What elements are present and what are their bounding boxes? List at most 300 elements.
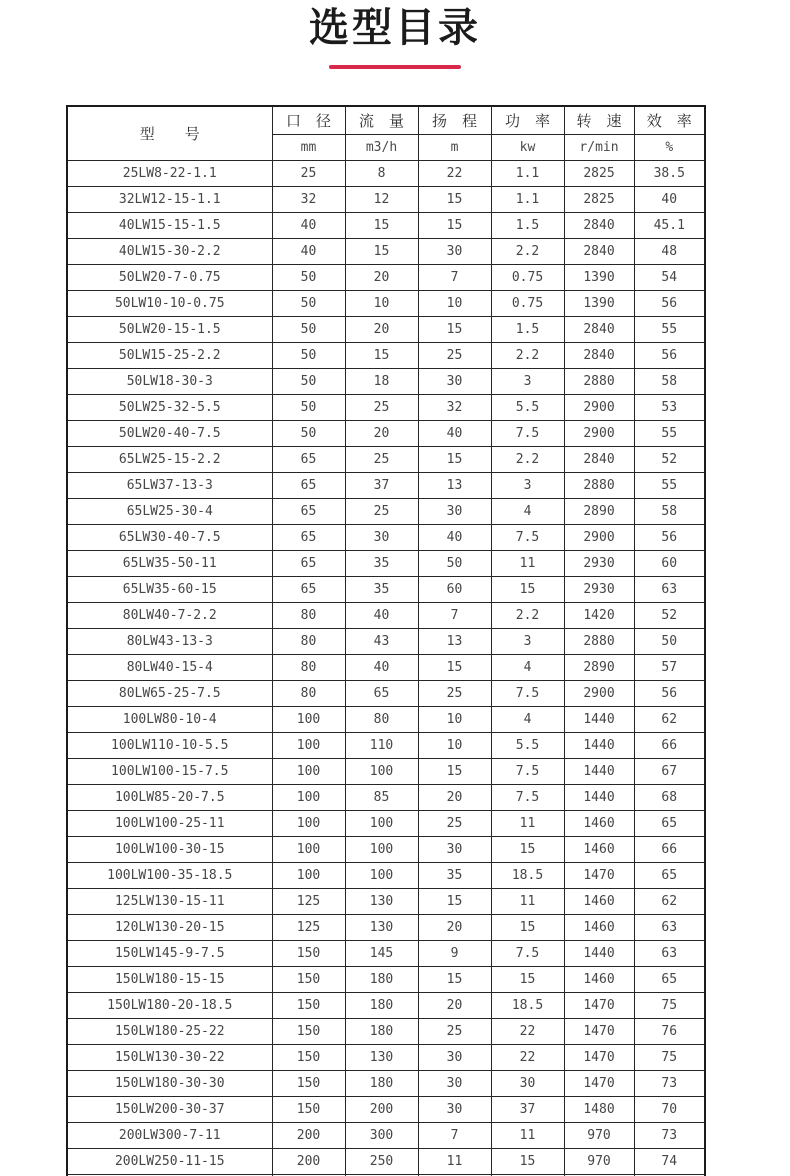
value-cell: 70 xyxy=(634,1097,705,1123)
model-cell: 200LW300-7-11 xyxy=(67,1123,272,1149)
value-cell: 56 xyxy=(634,291,705,317)
value-cell: 145 xyxy=(345,941,418,967)
value-cell: 10 xyxy=(418,291,491,317)
table-body xyxy=(67,161,705,1176)
value-cell: 20 xyxy=(418,993,491,1019)
value-cell: 65 xyxy=(634,967,705,993)
header-label-row xyxy=(67,106,705,135)
value-cell: 1460 xyxy=(564,837,634,863)
value-cell: 65 xyxy=(634,863,705,889)
value-cell: 150 xyxy=(272,1097,345,1123)
value-cell: 7.5 xyxy=(491,941,564,967)
value-cell: 100 xyxy=(345,837,418,863)
table-row xyxy=(67,499,705,525)
table-row xyxy=(67,1097,705,1123)
value-cell: 1.5 xyxy=(491,317,564,343)
table-row xyxy=(67,213,705,239)
model-cell: 125LW130-15-11 xyxy=(67,889,272,915)
value-cell: 10 xyxy=(418,733,491,759)
table-row xyxy=(67,1045,705,1071)
value-cell: 25 xyxy=(345,499,418,525)
value-cell: 2840 xyxy=(564,239,634,265)
value-cell: 75 xyxy=(634,1045,705,1071)
value-cell: 56 xyxy=(634,681,705,707)
value-cell: 200 xyxy=(272,1123,345,1149)
value-cell: 50 xyxy=(272,343,345,369)
value-cell: 57 xyxy=(634,655,705,681)
value-cell: 85 xyxy=(345,785,418,811)
value-cell: 10 xyxy=(345,291,418,317)
value-cell: 180 xyxy=(345,1019,418,1045)
model-cell: 65LW25-30-4 xyxy=(67,499,272,525)
value-cell: 150 xyxy=(272,1045,345,1071)
model-cell: 50LW25-32-5.5 xyxy=(67,395,272,421)
value-cell: 52 xyxy=(634,447,705,473)
value-cell: 130 xyxy=(345,889,418,915)
value-cell: 0.75 xyxy=(491,265,564,291)
value-cell: 80 xyxy=(272,655,345,681)
value-cell: 2900 xyxy=(564,395,634,421)
value-cell: 1440 xyxy=(564,707,634,733)
value-cell: 1390 xyxy=(564,291,634,317)
value-cell: 30 xyxy=(491,1071,564,1097)
value-cell: 15 xyxy=(491,837,564,863)
page-title: 选型目录 xyxy=(309,6,481,50)
table-row xyxy=(67,707,705,733)
value-cell: 130 xyxy=(345,915,418,941)
value-cell: 1.5 xyxy=(491,213,564,239)
model-cell: 32LW12-15-1.1 xyxy=(67,187,272,213)
value-cell: 15 xyxy=(418,967,491,993)
value-cell: 15 xyxy=(418,447,491,473)
table-row xyxy=(67,369,705,395)
value-cell: 80 xyxy=(345,707,418,733)
value-cell: 43 xyxy=(345,629,418,655)
value-cell: 13 xyxy=(418,629,491,655)
value-cell: 50 xyxy=(272,369,345,395)
model-cell: 100LW100-30-15 xyxy=(67,837,272,863)
model-cell: 65LW25-15-2.2 xyxy=(67,447,272,473)
value-cell: 65 xyxy=(272,551,345,577)
table-row xyxy=(67,629,705,655)
model-cell: 50LW15-25-2.2 xyxy=(67,343,272,369)
value-cell: 1460 xyxy=(564,967,634,993)
table-row xyxy=(67,161,705,187)
value-cell: 11 xyxy=(491,811,564,837)
value-cell: 11 xyxy=(491,551,564,577)
value-cell: 50 xyxy=(634,629,705,655)
model-cell: 80LW43-13-3 xyxy=(67,629,272,655)
value-cell: 20 xyxy=(418,785,491,811)
table-row xyxy=(67,291,705,317)
value-cell: 180 xyxy=(345,1071,418,1097)
value-cell: 40 xyxy=(418,421,491,447)
value-cell: 2900 xyxy=(564,525,634,551)
value-cell: 62 xyxy=(634,889,705,915)
model-cell: 150LW180-15-15 xyxy=(67,967,272,993)
model-cell: 40LW15-15-1.5 xyxy=(67,213,272,239)
table-row xyxy=(67,577,705,603)
value-cell: 1460 xyxy=(564,915,634,941)
value-cell: 11 xyxy=(491,889,564,915)
catalog-page xyxy=(0,6,790,1176)
value-cell: 2840 xyxy=(564,447,634,473)
value-cell: 40 xyxy=(272,213,345,239)
value-cell: 7 xyxy=(418,1123,491,1149)
value-cell: 11 xyxy=(491,1123,564,1149)
model-cell: 80LW40-7-2.2 xyxy=(67,603,272,629)
col-header-power: 功 率 xyxy=(491,106,564,135)
model-cell: 65LW37-13-3 xyxy=(67,473,272,499)
value-cell: 20 xyxy=(418,915,491,941)
unit-power: kw xyxy=(491,135,564,161)
value-cell: 150 xyxy=(272,993,345,1019)
value-cell: 150 xyxy=(272,967,345,993)
value-cell: 4 xyxy=(491,655,564,681)
col-header-diameter: 口 径 xyxy=(272,106,345,135)
value-cell: 40 xyxy=(345,655,418,681)
value-cell: 3 xyxy=(491,629,564,655)
value-cell: 125 xyxy=(272,915,345,941)
value-cell: 40 xyxy=(272,239,345,265)
table-row xyxy=(67,395,705,421)
table-row xyxy=(67,1071,705,1097)
value-cell: 15 xyxy=(345,343,418,369)
value-cell: 13 xyxy=(418,473,491,499)
value-cell: 100 xyxy=(272,785,345,811)
model-cell: 65LW35-60-15 xyxy=(67,577,272,603)
value-cell: 15 xyxy=(418,317,491,343)
value-cell: 100 xyxy=(345,759,418,785)
value-cell: 18 xyxy=(345,369,418,395)
unit-diameter: mm xyxy=(272,135,345,161)
value-cell: 5.5 xyxy=(491,733,564,759)
value-cell: 30 xyxy=(418,239,491,265)
value-cell: 30 xyxy=(345,525,418,551)
model-cell: 150LW200-30-37 xyxy=(67,1097,272,1123)
value-cell: 30 xyxy=(418,837,491,863)
model-cell: 150LW145-9-7.5 xyxy=(67,941,272,967)
value-cell: 7 xyxy=(418,265,491,291)
table-row xyxy=(67,811,705,837)
value-cell: 65 xyxy=(272,473,345,499)
value-cell: 7.5 xyxy=(491,681,564,707)
value-cell: 2825 xyxy=(564,187,634,213)
model-cell: 150LW180-20-18.5 xyxy=(67,993,272,1019)
table-row xyxy=(67,785,705,811)
table-row xyxy=(67,473,705,499)
value-cell: 15 xyxy=(345,239,418,265)
value-cell: 15 xyxy=(418,759,491,785)
col-header-head: 扬 程 xyxy=(418,106,491,135)
value-cell: 65 xyxy=(345,681,418,707)
value-cell: 1470 xyxy=(564,1071,634,1097)
value-cell: 30 xyxy=(418,499,491,525)
value-cell: 1460 xyxy=(564,811,634,837)
model-cell: 200LW250-11-15 xyxy=(67,1149,272,1175)
value-cell: 65 xyxy=(272,499,345,525)
value-cell: 32 xyxy=(272,187,345,213)
value-cell: 50 xyxy=(272,395,345,421)
model-cell: 50LW20-40-7.5 xyxy=(67,421,272,447)
value-cell: 2900 xyxy=(564,421,634,447)
value-cell: 50 xyxy=(272,317,345,343)
value-cell: 38.5 xyxy=(634,161,705,187)
value-cell: 35 xyxy=(418,863,491,889)
table-row xyxy=(67,187,705,213)
selection-table xyxy=(66,105,706,1176)
value-cell: 1440 xyxy=(564,785,634,811)
value-cell: 7.5 xyxy=(491,785,564,811)
table-row xyxy=(67,525,705,551)
value-cell: 1390 xyxy=(564,265,634,291)
model-cell: 50LW20-7-0.75 xyxy=(67,265,272,291)
value-cell: 4 xyxy=(491,707,564,733)
value-cell: 1.1 xyxy=(491,187,564,213)
value-cell: 1480 xyxy=(564,1097,634,1123)
model-cell: 80LW40-15-4 xyxy=(67,655,272,681)
value-cell: 5.5 xyxy=(491,395,564,421)
value-cell: 55 xyxy=(634,473,705,499)
value-cell: 130 xyxy=(345,1045,418,1071)
table-row xyxy=(67,551,705,577)
value-cell: 2880 xyxy=(564,369,634,395)
value-cell: 970 xyxy=(564,1149,634,1175)
value-cell: 1440 xyxy=(564,733,634,759)
value-cell: 125 xyxy=(272,889,345,915)
value-cell: 40 xyxy=(634,187,705,213)
value-cell: 25 xyxy=(418,811,491,837)
value-cell: 56 xyxy=(634,525,705,551)
value-cell: 2890 xyxy=(564,499,634,525)
value-cell: 100 xyxy=(345,863,418,889)
value-cell: 18.5 xyxy=(491,993,564,1019)
value-cell: 7.5 xyxy=(491,525,564,551)
value-cell: 9 xyxy=(418,941,491,967)
value-cell: 180 xyxy=(345,993,418,1019)
table-row xyxy=(67,239,705,265)
value-cell: 60 xyxy=(418,577,491,603)
table-row xyxy=(67,863,705,889)
value-cell: 25 xyxy=(345,395,418,421)
col-header-efficiency: 效 率 xyxy=(634,106,705,135)
value-cell: 100 xyxy=(272,733,345,759)
col-header-flow: 流 量 xyxy=(345,106,418,135)
value-cell: 68 xyxy=(634,785,705,811)
model-cell: 150LW180-25-22 xyxy=(67,1019,272,1045)
value-cell: 12 xyxy=(345,187,418,213)
value-cell: 50 xyxy=(272,265,345,291)
value-cell: 150 xyxy=(272,1019,345,1045)
value-cell: 65 xyxy=(634,811,705,837)
value-cell: 58 xyxy=(634,499,705,525)
value-cell: 4 xyxy=(491,499,564,525)
value-cell: 1460 xyxy=(564,889,634,915)
value-cell: 62 xyxy=(634,707,705,733)
value-cell: 15 xyxy=(491,577,564,603)
value-cell: 2.2 xyxy=(491,603,564,629)
unit-head: m xyxy=(418,135,491,161)
value-cell: 10 xyxy=(418,707,491,733)
model-cell: 80LW65-25-7.5 xyxy=(67,681,272,707)
value-cell: 25 xyxy=(418,343,491,369)
value-cell: 970 xyxy=(564,1123,634,1149)
value-cell: 2840 xyxy=(564,317,634,343)
value-cell: 180 xyxy=(345,967,418,993)
value-cell: 56 xyxy=(634,343,705,369)
table-row xyxy=(67,733,705,759)
table-row xyxy=(67,265,705,291)
model-cell: 100LW85-20-7.5 xyxy=(67,785,272,811)
model-cell: 150LW180-30-30 xyxy=(67,1071,272,1097)
col-header-speed: 转 速 xyxy=(564,106,634,135)
value-cell: 63 xyxy=(634,915,705,941)
value-cell: 1470 xyxy=(564,1019,634,1045)
unit-speed: r/min xyxy=(564,135,634,161)
value-cell: 0.75 xyxy=(491,291,564,317)
value-cell: 100 xyxy=(345,811,418,837)
value-cell: 2900 xyxy=(564,681,634,707)
value-cell: 1470 xyxy=(564,993,634,1019)
value-cell: 7.5 xyxy=(491,759,564,785)
value-cell: 2840 xyxy=(564,213,634,239)
value-cell: 2930 xyxy=(564,551,634,577)
model-cell: 65LW30-40-7.5 xyxy=(67,525,272,551)
value-cell: 74 xyxy=(634,1149,705,1175)
value-cell: 22 xyxy=(491,1019,564,1045)
unit-efficiency: % xyxy=(634,135,705,161)
value-cell: 22 xyxy=(491,1045,564,1071)
value-cell: 73 xyxy=(634,1071,705,1097)
value-cell: 63 xyxy=(634,941,705,967)
value-cell: 1440 xyxy=(564,941,634,967)
value-cell: 63 xyxy=(634,577,705,603)
value-cell: 100 xyxy=(272,759,345,785)
value-cell: 15 xyxy=(491,1149,564,1175)
value-cell: 7.5 xyxy=(491,421,564,447)
value-cell: 25 xyxy=(418,681,491,707)
model-cell: 150LW130-30-22 xyxy=(67,1045,272,1071)
value-cell: 37 xyxy=(345,473,418,499)
value-cell: 32 xyxy=(418,395,491,421)
value-cell: 3 xyxy=(491,369,564,395)
value-cell: 3 xyxy=(491,473,564,499)
table-row xyxy=(67,941,705,967)
value-cell: 55 xyxy=(634,421,705,447)
value-cell: 35 xyxy=(345,551,418,577)
table-header xyxy=(67,106,705,161)
value-cell: 2.2 xyxy=(491,343,564,369)
value-cell: 48 xyxy=(634,239,705,265)
table-row xyxy=(67,421,705,447)
value-cell: 100 xyxy=(272,837,345,863)
value-cell: 52 xyxy=(634,603,705,629)
value-cell: 45.1 xyxy=(634,213,705,239)
table-row xyxy=(67,1149,705,1175)
value-cell: 100 xyxy=(272,811,345,837)
model-cell: 40LW15-30-2.2 xyxy=(67,239,272,265)
value-cell: 11 xyxy=(418,1149,491,1175)
value-cell: 80 xyxy=(272,629,345,655)
value-cell: 20 xyxy=(345,317,418,343)
value-cell: 2880 xyxy=(564,629,634,655)
model-cell: 50LW10-10-0.75 xyxy=(67,291,272,317)
value-cell: 15 xyxy=(418,187,491,213)
value-cell: 30 xyxy=(418,1097,491,1123)
value-cell: 1420 xyxy=(564,603,634,629)
model-cell: 100LW110-10-5.5 xyxy=(67,733,272,759)
table-row xyxy=(67,993,705,1019)
value-cell: 1440 xyxy=(564,759,634,785)
value-cell: 15 xyxy=(418,655,491,681)
value-cell: 67 xyxy=(634,759,705,785)
title-accent-line xyxy=(329,65,461,69)
value-cell: 73 xyxy=(634,1123,705,1149)
value-cell: 250 xyxy=(345,1149,418,1175)
value-cell: 2.2 xyxy=(491,447,564,473)
model-cell: 65LW35-50-11 xyxy=(67,551,272,577)
model-cell: 120LW130-20-15 xyxy=(67,915,272,941)
value-cell: 80 xyxy=(272,603,345,629)
value-cell: 2880 xyxy=(564,473,634,499)
value-cell: 37 xyxy=(491,1097,564,1123)
value-cell: 50 xyxy=(272,291,345,317)
value-cell: 25 xyxy=(345,447,418,473)
value-cell: 110 xyxy=(345,733,418,759)
value-cell: 1.1 xyxy=(491,161,564,187)
value-cell: 25 xyxy=(418,1019,491,1045)
model-cell: 50LW20-15-1.5 xyxy=(67,317,272,343)
table-row xyxy=(67,837,705,863)
value-cell: 30 xyxy=(418,1045,491,1071)
value-cell: 15 xyxy=(345,213,418,239)
table-row xyxy=(67,1123,705,1149)
value-cell: 15 xyxy=(491,915,564,941)
value-cell: 30 xyxy=(418,1071,491,1097)
model-cell: 100LW100-25-11 xyxy=(67,811,272,837)
value-cell: 25 xyxy=(272,161,345,187)
value-cell: 1470 xyxy=(564,1045,634,1071)
value-cell: 40 xyxy=(418,525,491,551)
value-cell: 66 xyxy=(634,733,705,759)
value-cell: 18.5 xyxy=(491,863,564,889)
value-cell: 2890 xyxy=(564,655,634,681)
value-cell: 150 xyxy=(272,1071,345,1097)
value-cell: 35 xyxy=(345,577,418,603)
table-row xyxy=(67,343,705,369)
value-cell: 200 xyxy=(345,1097,418,1123)
value-cell: 15 xyxy=(418,889,491,915)
value-cell: 7 xyxy=(418,603,491,629)
value-cell: 65 xyxy=(272,577,345,603)
value-cell: 150 xyxy=(272,941,345,967)
value-cell: 2840 xyxy=(564,343,634,369)
unit-flow: m3/h xyxy=(345,135,418,161)
value-cell: 76 xyxy=(634,1019,705,1045)
model-cell: 100LW80-10-4 xyxy=(67,707,272,733)
value-cell: 1470 xyxy=(564,863,634,889)
value-cell: 53 xyxy=(634,395,705,421)
value-cell: 58 xyxy=(634,369,705,395)
value-cell: 55 xyxy=(634,317,705,343)
table-row xyxy=(67,1019,705,1045)
value-cell: 66 xyxy=(634,837,705,863)
model-cell: 100LW100-15-7.5 xyxy=(67,759,272,785)
table-row xyxy=(67,967,705,993)
table-row xyxy=(67,317,705,343)
table-row xyxy=(67,915,705,941)
value-cell: 65 xyxy=(272,447,345,473)
